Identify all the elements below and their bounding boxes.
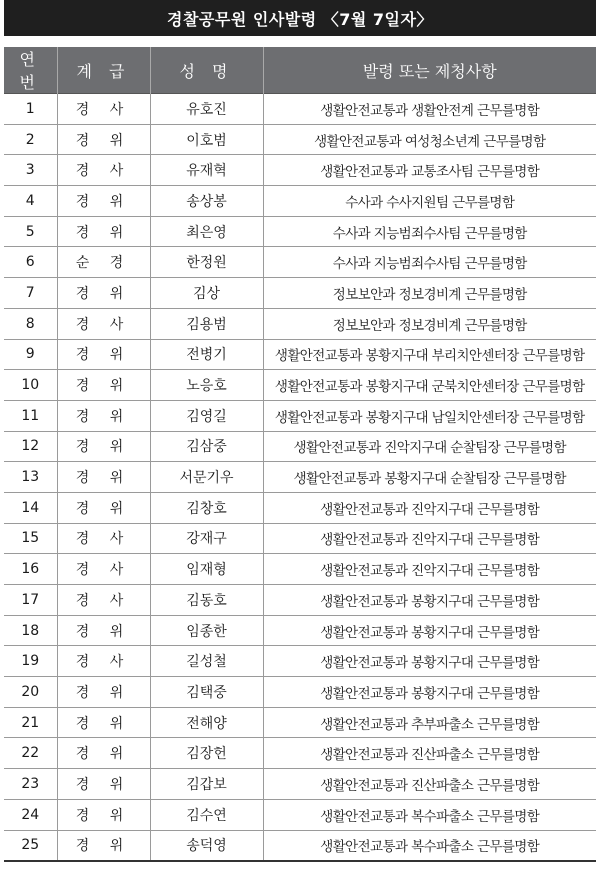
cell-name: 임재형: [150, 554, 263, 585]
table-row: [4, 278, 596, 309]
cell-text: 생활안전교통과 진산파출소 근무를명함: [263, 738, 596, 769]
cell-rank: 경 위: [57, 799, 150, 830]
cell-text: 생활안전교통과 봉황지구대 근무를명함: [263, 585, 596, 616]
cell-no: 25: [4, 830, 57, 861]
personnel-table: [4, 47, 596, 862]
header-text: 발령 또는 제청사항: [263, 47, 596, 94]
cell-rank: 경 위: [57, 370, 150, 401]
cell-name: 전해양: [150, 707, 263, 738]
cell-no: 22: [4, 738, 57, 769]
cell-name: 김수연: [150, 799, 263, 830]
table-row: [4, 769, 596, 800]
cell-text: 생활안전교통과 진악지구대 순찰팀장 근무를명함: [263, 431, 596, 462]
cell-text: 정보보안과 정보경비계 근무를명함: [263, 308, 596, 339]
cell-no: 24: [4, 799, 57, 830]
cell-rank: 경 사: [57, 523, 150, 554]
cell-rank: 순 경: [57, 247, 150, 278]
cell-no: 12: [4, 431, 57, 462]
cell-no: 18: [4, 615, 57, 646]
cell-text: 생활안전교통과 진악지구대 근무를명함: [263, 492, 596, 523]
cell-name: 김장헌: [150, 738, 263, 769]
cell-name: 김동호: [150, 585, 263, 616]
header-no: 연 번: [4, 47, 57, 94]
cell-rank: 경 위: [57, 738, 150, 769]
cell-text: 생활안전교통과 봉황지구대 근무를명함: [263, 646, 596, 677]
cell-name: 서문기우: [150, 462, 263, 493]
table-row: [4, 124, 596, 155]
cell-text: 생활안전교통과 봉황지구대 순찰팀장 근무를명함: [263, 462, 596, 493]
cell-no: 10: [4, 370, 57, 401]
cell-text: 생활안전교통과 복수파출소 근무를명함: [263, 830, 596, 861]
table-body: [4, 94, 596, 862]
cell-no: 16: [4, 554, 57, 585]
cell-rank: 경 위: [57, 492, 150, 523]
table-row: [4, 554, 596, 585]
header-rank: 계 급: [57, 47, 150, 94]
table-row: [4, 370, 596, 401]
document: [4, 0, 596, 862]
cell-no: 6: [4, 247, 57, 278]
table-row: [4, 615, 596, 646]
table-row: [4, 492, 596, 523]
cell-name: 한정원: [150, 247, 263, 278]
cell-no: 5: [4, 216, 57, 247]
cell-rank: 경 위: [57, 431, 150, 462]
cell-name: 김용범: [150, 308, 263, 339]
cell-rank: 경 위: [57, 769, 150, 800]
cell-rank: 경 사: [57, 308, 150, 339]
cell-no: 14: [4, 492, 57, 523]
cell-no: 17: [4, 585, 57, 616]
cell-name: 강재구: [150, 523, 263, 554]
cell-name: 송덕영: [150, 830, 263, 861]
table-row: [4, 155, 596, 186]
cell-text: 생활안전교통과 교통조사팀 근무를명함: [263, 155, 596, 186]
cell-no: 20: [4, 677, 57, 708]
table-row: [4, 585, 596, 616]
cell-name: 이호범: [150, 124, 263, 155]
cell-rank: 경 위: [57, 400, 150, 431]
cell-rank: 경 사: [57, 554, 150, 585]
cell-rank: 경 사: [57, 94, 150, 125]
cell-rank: 경 위: [57, 830, 150, 861]
cell-text: 수사과 수사지원팀 근무를명함: [263, 186, 596, 217]
cell-text: 정보보안과 정보경비계 근무를명함: [263, 278, 596, 309]
cell-text: 생활안전교통과 봉황지구대 남일치안센터장 근무를명함: [263, 400, 596, 431]
table-row: [4, 94, 596, 125]
cell-name: 김택중: [150, 677, 263, 708]
cell-name: 전병기: [150, 339, 263, 370]
cell-name: 유호진: [150, 94, 263, 125]
table-row: [4, 677, 596, 708]
table-row: [4, 799, 596, 830]
cell-rank: 경 위: [57, 462, 150, 493]
cell-name: 김갑보: [150, 769, 263, 800]
cell-no: 11: [4, 400, 57, 431]
header-name: 성 명: [150, 47, 263, 94]
cell-text: 생활안전교통과 추부파출소 근무를명함: [263, 707, 596, 738]
cell-text: 생활안전교통과 진산파출소 근무를명함: [263, 769, 596, 800]
table-row: [4, 186, 596, 217]
cell-no: 23: [4, 769, 57, 800]
cell-name: 최은영: [150, 216, 263, 247]
cell-text: 생활안전교통과 복수파출소 근무를명함: [263, 799, 596, 830]
table-row: [4, 216, 596, 247]
table-row: [4, 707, 596, 738]
cell-no: 15: [4, 523, 57, 554]
cell-name: 김영길: [150, 400, 263, 431]
cell-text: 생활안전교통과 진악지구대 근무를명함: [263, 523, 596, 554]
table-row: [4, 646, 596, 677]
cell-rank: 경 위: [57, 186, 150, 217]
cell-rank: 경 위: [57, 124, 150, 155]
table-row: [4, 339, 596, 370]
cell-no: 1: [4, 94, 57, 125]
table-row: [4, 523, 596, 554]
cell-no: 13: [4, 462, 57, 493]
cell-text: 생활안전교통과 여성청소년계 근무를명함: [263, 124, 596, 155]
cell-rank: 경 위: [57, 216, 150, 247]
cell-rank: 경 사: [57, 646, 150, 677]
cell-name: 임종한: [150, 615, 263, 646]
table-row: [4, 247, 596, 278]
cell-no: 2: [4, 124, 57, 155]
table-row: [4, 400, 596, 431]
cell-rank: 경 위: [57, 615, 150, 646]
cell-rank: 경 사: [57, 585, 150, 616]
cell-no: 9: [4, 339, 57, 370]
cell-rank: 경 위: [57, 677, 150, 708]
cell-rank: 경 사: [57, 155, 150, 186]
cell-name: 노응호: [150, 370, 263, 401]
cell-name: 길성철: [150, 646, 263, 677]
cell-no: 4: [4, 186, 57, 217]
cell-no: 19: [4, 646, 57, 677]
table-row: [4, 308, 596, 339]
cell-rank: 경 위: [57, 278, 150, 309]
cell-no: 7: [4, 278, 57, 309]
cell-text: 생활안전교통과 봉황지구대 근무를명함: [263, 615, 596, 646]
cell-rank: 경 위: [57, 339, 150, 370]
cell-no: 8: [4, 308, 57, 339]
cell-name: 김삼중: [150, 431, 263, 462]
table-row: [4, 738, 596, 769]
page-title: 경찰공무원 인사발령 〈7월 7일자〉: [4, 0, 596, 36]
cell-text: 생활안전교통과 봉황지구대 부리치안센터장 근무를명함: [263, 339, 596, 370]
cell-no: 3: [4, 155, 57, 186]
cell-name: 유재혁: [150, 155, 263, 186]
table-header: [4, 47, 596, 94]
cell-text: 생활안전교통과 봉황지구대 군북치안센터장 근무를명함: [263, 370, 596, 401]
cell-rank: 경 위: [57, 707, 150, 738]
table-row: [4, 462, 596, 493]
cell-name: 김상: [150, 278, 263, 309]
cell-text: 생활안전교통과 진악지구대 근무를명함: [263, 554, 596, 585]
header-row: [4, 47, 596, 94]
cell-text: 수사과 지능범죄수사팀 근무를명함: [263, 216, 596, 247]
cell-name: 김창호: [150, 492, 263, 523]
cell-text: 생활안전교통과 봉황지구대 근무를명함: [263, 677, 596, 708]
cell-no: 21: [4, 707, 57, 738]
table-row: [4, 830, 596, 861]
cell-text: 수사과 지능범죄수사팀 근무를명함: [263, 247, 596, 278]
cell-text: 생활안전교통과 생활안전계 근무를명함: [263, 94, 596, 125]
cell-name: 송상봉: [150, 186, 263, 217]
table-row: [4, 431, 596, 462]
